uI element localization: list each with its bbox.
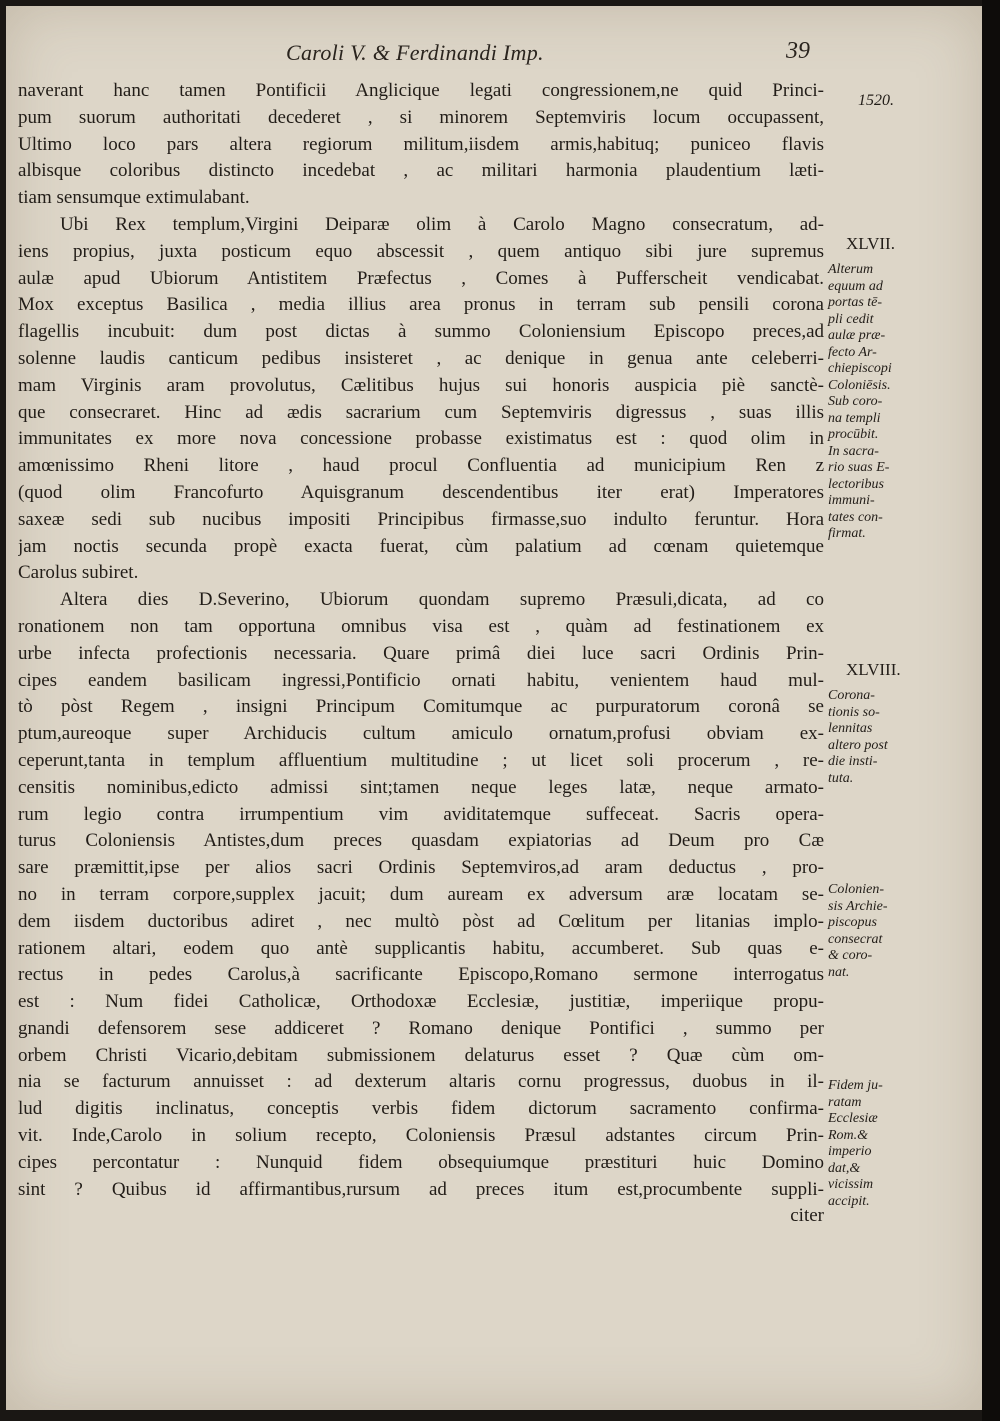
- margin-line: Fidem ju-: [828, 1078, 883, 1093]
- text-line: vit. Inde,Carolo in solium recepto, Coloniensis Præsul adstantes circum Prin-: [18, 1125, 824, 1147]
- text-line: censitis nominibus,edicto admissi sint;tamen neque leges latæ, neque armato-: [18, 776, 824, 798]
- text-line: (quod olim Francofurto Aquisgranum descendentibus iter erat) Imperatores: [18, 481, 824, 503]
- text-line: dem iisdem ductoribus adiret , nec multò pòst ad Cœlitum per litanias implo-: [18, 910, 824, 932]
- margin-line: vicissim: [828, 1177, 874, 1192]
- text-line: rectus in pedes Carolus,à sacrificante Episcopo,Romano sermone interrogatus: [18, 964, 824, 986]
- margin-line: portas tē-: [828, 295, 883, 310]
- text-line: Ultimo loco pars altera regiorum militum,iisdem armis,habituq; puniceo flavis: [18, 133, 824, 155]
- text-line: urbe infecta profectionis necessaria. Quare primâ diei luce sacri Ordinis Prin-: [18, 642, 824, 664]
- text-line: est : Num fidei Catholicæ, Orthodoxæ Ecclesiæ, justitiæ, imperiique propu-: [18, 991, 824, 1013]
- margin-line: aulæ præ-: [828, 328, 886, 343]
- text-line: iens propius, juxta posticum equo abscessit , quem antiquo sibi jure supremus: [18, 240, 824, 262]
- text-line: lud digitis inclinatus, conceptis verbis fidem dictorum sacramento confirma-: [18, 1098, 824, 1120]
- margin-line: na templi: [828, 410, 881, 426]
- margin-line: die insti-: [828, 754, 878, 769]
- margin-line: Rom.&: [828, 1127, 869, 1143]
- text-line: sare præmittit,ipse per alios sacri Ordinis Septemviros,ad aram deductus , pro-: [18, 857, 824, 879]
- catchword: citer: [790, 1205, 824, 1227]
- text-line: cipes percontatur : Nunquid fidem obsequiumque præstituri huic Domino: [18, 1151, 824, 1173]
- margin-line: altero post: [828, 737, 888, 753]
- text-line: mam Virginis aram provolutus, Cælitibus hujus sui honoris auspicia piè sanctè-: [18, 374, 824, 396]
- text-line: gnandi defensorem sese addiceret ? Romano denique Pontifici , summo per: [18, 1017, 824, 1039]
- text-line: saxeæ sedi sub nucibus impositi Principibus firmasse,suo indulto feruntur. Hora: [18, 508, 824, 530]
- margin-year: 1520.: [858, 92, 894, 109]
- text-line: flagellis incubuit: dum post dictas à summo Coloniensium Episcopo preces,ad: [18, 321, 824, 343]
- text-line: naverant hanc tamen Pontificii Anglicique legati congressionem,ne quid Princi-: [18, 80, 824, 101]
- text-line: rum legio contra irrumpentium vim aviditatemque suffeceat. Sacris opera-: [18, 803, 824, 825]
- margin-line: piscopus: [828, 915, 877, 930]
- text-line: orbem Christi Vicario,debitam submissionem delaturus esset ? Quæ cùm om-: [18, 1044, 824, 1066]
- margin-numeral: [846, 662, 996, 679]
- margin-line: consecrat: [828, 931, 883, 947]
- margin-note: [828, 882, 978, 981]
- margin-line: Ecclesiæ: [828, 1111, 878, 1126]
- text-line: ptum,aureoque super Archiducis cultum amiculo ornatum,profusi obviam ex-: [18, 723, 824, 745]
- margin-line: lectoribus: [828, 476, 884, 492]
- scan-edge: [982, 0, 1000, 1421]
- margin-line: Alterum: [828, 262, 874, 277]
- margin-line: firmat.: [828, 526, 866, 541]
- text-line: pum suorum authoritati decederet , si minorem Septemviris locum occupassent,: [18, 106, 824, 128]
- text-line: Mox exceptus Basilica , media illius area pronus in terram sub pensili corona: [18, 294, 824, 316]
- margin-line: lennitas: [828, 721, 873, 736]
- margin-line: tuta.: [828, 770, 854, 786]
- text-line: rationem altari, eodem quo antè supplicantis habitu, accumberet. Sub quas e-: [18, 937, 824, 959]
- margin-line: Coloniēsis.: [828, 377, 891, 393]
- text-line: que consecraret. Hinc ad ædis sacrarium cum Septemviris digressus , suas illis: [18, 401, 824, 423]
- text-line: albisque coloribus distincto incedebat , ac militari harmonia plaudentium læti-: [18, 160, 824, 182]
- margin-note: [828, 262, 978, 543]
- text-line: ceperunt,tanta in templum affluentium multitudine ; ut licet soli procerum , re-: [18, 749, 824, 771]
- text-line: jam noctis secunda propè exacta fuerat, cùm palatium ad cœnam quietemque: [18, 535, 824, 557]
- margin-line: dat,&: [828, 1160, 861, 1176]
- text-line: tò pòst Regem , insigni Principum Comitumque ac purpuratorum coronâ se: [18, 696, 824, 718]
- margin-line: procūbit.: [828, 427, 879, 442]
- margin-line: rio suas E-: [828, 460, 890, 475]
- running-head: [6, 38, 982, 78]
- margin-note: [828, 1078, 978, 1210]
- text-line: cipes eandem basilicam ingressi,Pontificio ornati habitu, venientem haud mul-: [18, 669, 824, 691]
- margin-line: Sub coro-: [828, 394, 883, 409]
- margin-note: [828, 688, 978, 787]
- text-line: no in terram corpore,supplex jacuit; dum auream ex adversum aræ locatam se-: [18, 883, 824, 905]
- margin-line: chiepiscopi: [828, 361, 892, 376]
- margin-line: Corona-: [828, 688, 875, 703]
- margin-line: & coro-: [828, 948, 873, 963]
- text-line: amœnissimo Rheni litore , haud procul Confluentia ad municipium Ren z: [18, 455, 824, 477]
- margin-line: XLVII.: [846, 234, 895, 253]
- margin-line: fecto Ar-: [828, 344, 877, 360]
- text-line: turus Coloniensis Antistes,dum preces quasdam expiatorias ad Deum pro Cæ: [18, 830, 824, 852]
- margin-line: XLVIII.: [846, 660, 901, 679]
- text-line: tiam sensumque extimulabant.: [18, 187, 250, 209]
- page-number: 39: [786, 38, 810, 64]
- text-line: ronationem non tam opportuna omnibus visa est , quàm ad festinationem ex: [18, 615, 824, 637]
- margin-line: immuni-: [828, 493, 875, 508]
- margin-line: Colonien-: [828, 882, 884, 897]
- text-line: solenne laudis canticum pedibus insisteret , ac denique in genua ante celeberri-: [18, 347, 824, 369]
- running-title: Caroli V. & Ferdinandi Imp.: [286, 40, 544, 65]
- text-line: Carolus subiret.: [18, 562, 139, 584]
- text-line: Altera dies D.Severino, Ubiorum quondam supremo Præsuli,dicata, ad co: [60, 589, 824, 611]
- body-text: [18, 78, 824, 1230]
- margin-line: equum ad: [828, 278, 883, 294]
- margin-line: tates con-: [828, 509, 883, 525]
- margin-line: tionis so-: [828, 704, 880, 720]
- margin-line: ratam: [828, 1094, 862, 1110]
- text-line: Ubi Rex templum,Virgini Deiparæ olim à Carolo Magno consecratum, ad-: [60, 213, 824, 235]
- text-line: aulæ apud Ubiorum Antistitem Præfectus , Comes à Pufferscheit vendicabat.: [18, 267, 824, 289]
- margin-line: nat.: [828, 964, 850, 980]
- margin-line: accipit.: [828, 1193, 870, 1209]
- text-line: immunitates ex more nova concessione probasse existimatus est : quod olim in: [18, 428, 824, 450]
- margin-line: In sacra-: [828, 443, 879, 459]
- margin-line: imperio: [828, 1144, 872, 1159]
- text-line: sint ? Quibus id affirmantibus,rursum ad preces itum est,procumbente suppli-: [18, 1178, 824, 1200]
- text-line: nia se facturum annuisset : ad dexterum altaris cornu progressus, duobus in il-: [18, 1071, 824, 1093]
- margin-line: sis Archie-: [828, 898, 888, 914]
- book-page: [6, 6, 982, 1410]
- margin-numeral: [846, 236, 996, 253]
- margin-line: pli cedit: [828, 311, 874, 327]
